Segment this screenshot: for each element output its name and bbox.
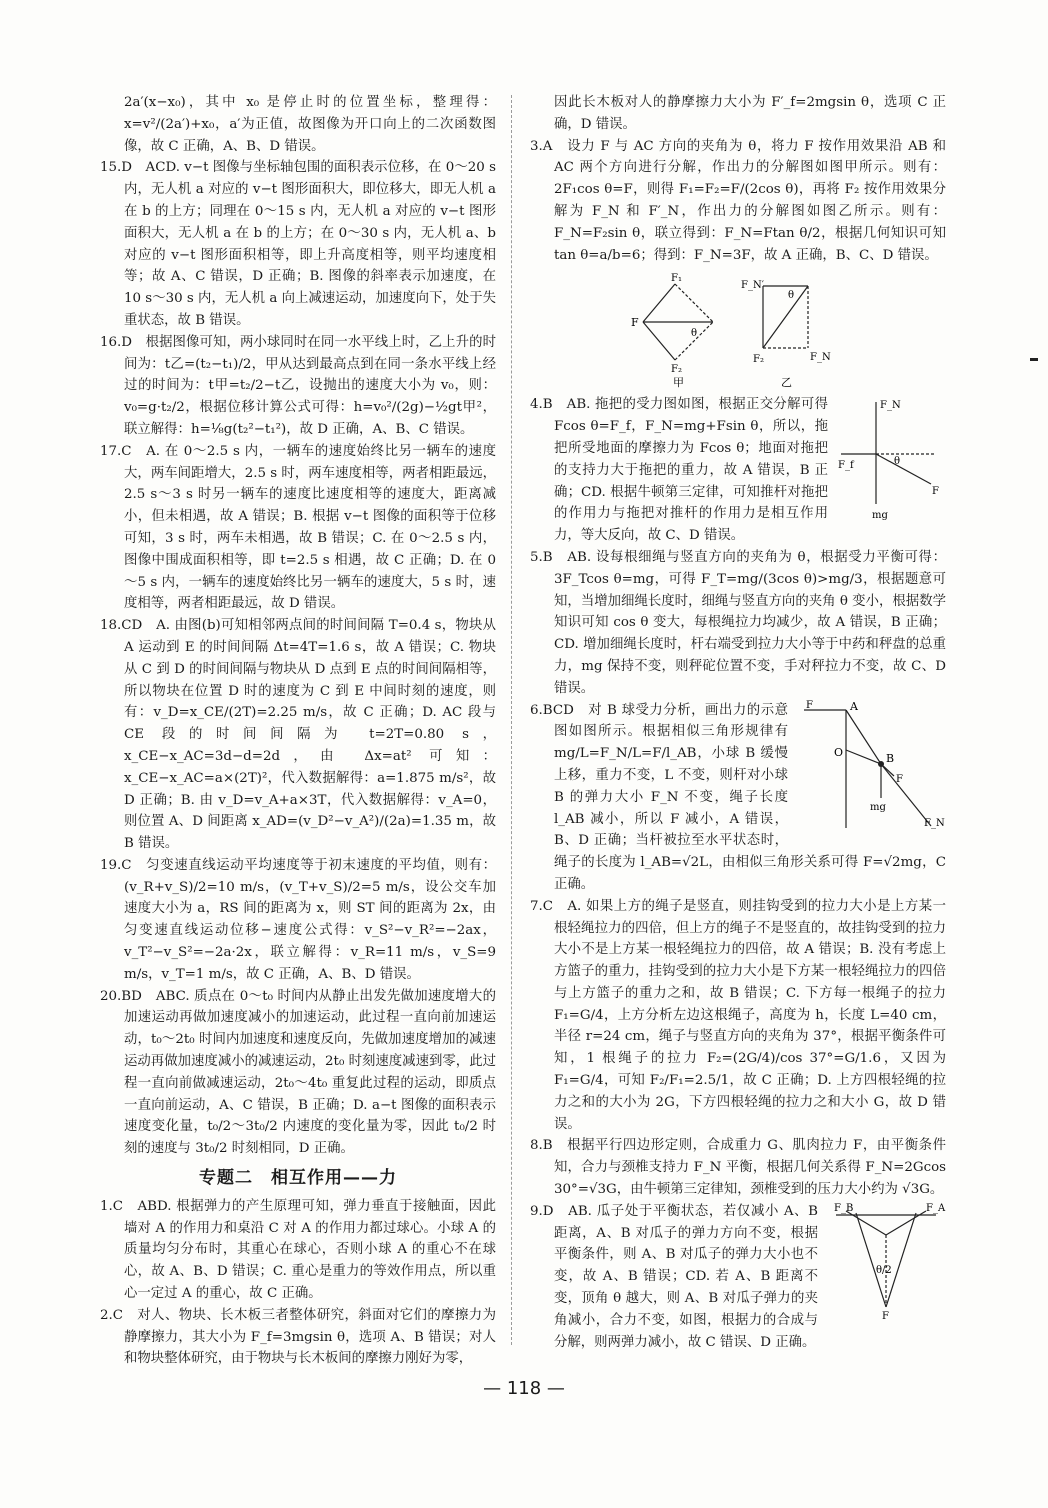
label-f: F <box>932 486 939 498</box>
label-o: O <box>834 745 844 759</box>
answer-19: 19.C 匀变速直线运动平均速度等于初末速度的平均值，则有：(v_R+v_S)/2=10 m/s，(v_T+v_S)/2=5 m/s，设公交车加速度大小为 a，RS 间的距离为 x，则 ST 间的距离为 2x，由匀变速直线运动位移−速度公式得：v_S²−v_R²=−2ax，v_T²−v_S²=−2a·2x，联立解得：v_R=11 m/s，v_S=9 m/s，v_T=1 m/s，故 C 正确，A、B、D 错误。 <box>100 857 496 982</box>
answer-16: 16.D 根据图像可知，两小球同时在同一水平线上时，乙上升的时间为：t乙=(t₂−t₁)/2，甲从达到最高点到在同一条水平线上经过的时间为：t甲=t₂/2−t乙，设抛出的速度大小为 v₀，则：v₀=g·t₂/2，根据位移计算公式可得：h=v₀²/(2g)−½gt甲²，联立解得：h=⅛g(t₂²−t₁²)，故 D 正确，A、B、C 错误。 <box>100 334 496 437</box>
section-title: 专题二 相互作用——力 <box>199 1168 397 1189</box>
label-fb: F_B <box>834 1202 854 1214</box>
answer-2-5: 5.B AB. 设每根细绳与竖直方向的夹角为 θ，根据受力平衡可得：3F_Tcos θ=mg，可得 F_T=mg/(3cos θ)>mg/3，根据题意可知，当增加细绳长度时，细绳与竖直方向的夹角 θ 变小，根据数学知识可知 cos θ 变大，每根绳拉力均减少，故 A 错误，B 正确；CD. 增加细绳长度时，杆右端受到拉力大小等于中药和秤盘的总重力，mg 保持不变，则秤砣位置不变，手对秤拉力不变，故 C、D 错误。 <box>530 549 946 696</box>
label-a: A <box>850 699 858 713</box>
answer-2-3: 3.A 设力 F 与 AC 方向的夹角为 θ，将力 F 按作用效果沿 AB 和 AC 两个方向进行分解，作出力的分解图如图甲所示。则有：2F₁cos θ=F，则得 F₁=F₂=F/(2cos θ)，再将 F₂ 按作用效果分解为 F_N 和 F′_N，作出力的分解图如图乙所示。则有：F_N=F₂sin θ，联立得到：F_N=Ftan θ/2，根据几何知识可知 tan θ=a/b=6；得到：F_N=3F，故 A 正确，B、C、D 错误。 <box>530 138 946 263</box>
margin-mark <box>1030 358 1038 361</box>
answer-15: 15.D ACD. v−t 图像与坐标轴包围的面积表示位移，在 0～20 s 内，无人机 a 对应的 v−t 图形面积大，即位移大，即无人机 a 在 b 的上方；同理在 0～15 s 内，无人机 a 对应的 v−t 图形面积大，无人机 a 在 b 的上方；在 0～30 s 内，无人机 a、b 对应的 v−t 图形面积相等，即上升高度相等，则平均速度相等；故 A、C 错误，D 正确；B. 图像的斜率表示加速度，在 10 s～30 s 内，无人机 a 向上减速运动，加速度向下，处于失重状态，故 B 错误。 <box>100 160 496 328</box>
label-fa: F_A <box>926 1202 946 1214</box>
label-fn: F_N <box>810 352 831 364</box>
answer-2-8: 8.B 根据平行四边形定则，合成重力 G、肌肉拉力 F，由平衡条件知，合力与颈椎支持力 F_N 平衡，根据几何关系得 F_N=2Gcos 30°=√3G，由牛顿第三定律知，颈椎受到的压力大小约为 √3G。 <box>530 1138 946 1198</box>
label-mg: mg <box>870 801 886 813</box>
label-f2: F₂ <box>671 364 682 376</box>
label-f: F <box>631 316 639 330</box>
answer-20: 20.BD ABC. 质点在 0～t₀ 时间内从静止出发先做加速度增大的加速运动再做加速度减小的加速运动，此过程一直向前加速运动，t₀～2t₀ 时间内加速度和速度反向，先做加速度增加的减速运动再做加速度减小的减速运动，2t₀ 时刻速度减速到零，此过程一直向前做减速运动，2t₀～4t₀ 重复此过程的运动，即质点一直向前运动，A、C 错误，B 正确；D. a−t 图像的面积表示速度变化量，t₀/2～3t₀/2 内速度的变化量为零，因此 t₀/2 时刻的速度与 3t₀/2 时刻相同，D 正确。 <box>100 988 496 1157</box>
answer-2-1: 1.C ABD. 根据弹力的产生原理可知，弹力垂直于接触面，因此墙对 A 的作用力和桌沿 C 对 A 的作用力都过球心。小球 A 的质量均匀分布时，其重心在球心，否则小球 A 的重心不在球心，故 A、B、D 错误；C. 重心是重力的等效作用点，所以重心一定过 A 的重心，故 C 正确。 <box>100 1198 496 1302</box>
seed-force-figure <box>826 1201 946 1319</box>
answer-2-4: 4.B AB. 拖把的受力图如图，根据正交分解可得 Fcos θ=F_f，F_N=mg+Fsin θ，所以，拖把所受地面的摩擦力为 Fcos θ；地面对拖把的支持力大于拖把的重力，故 A 错误，B 正确；CD. 根据牛顿第三定律，可知推杆对拖把的作用力与拖把对推杆的作用力是相互作用力，等大反向，故 C、D 错误。 <box>530 397 828 544</box>
answer-2-6: 6.BCD 对 B 球受力分析，画出力的示意图如图所示。根据相似三角形规律有 mg/L=F_N/L=F/l_AB，小球 B 缓慢上移，重力不变，L 不变，则杆对小球 B 的弹力大小 F_N 不变，绳子长度 l_AB 减小，所以 F 减小，A 错误，B、D 正确；当杆被拉至水平状态时，绳子的长度为 l_AB=√2L，由相似三角形关系可得 F=√2mg，C 正确。 <box>530 702 946 892</box>
label-mg: mg <box>872 510 888 522</box>
label-theta: θ <box>894 456 901 468</box>
label-f: F <box>896 773 903 785</box>
page-number: — 118 — <box>483 1378 565 1399</box>
label-theta-2: θ <box>788 290 795 302</box>
label-jia: 甲 <box>673 376 684 390</box>
label-fn: F_N <box>924 817 945 829</box>
mop-force-figure <box>836 394 946 524</box>
answer-18: 18.CD A. 由图(b)可知相邻两点间的时间间隔 T=0.4 s，物块从 A 运动到 E 的时间间隔 Δt=4T=1.6 s，故 A 错误；C. 物块从 C 到 D 的时间间隔与物块从 D 点到 E 点的时间间隔相等，所以物块在位置 D 时的速度为 C 到 E 中间时刻的速度，则有：v_D=x_CE/(2T)=2.25 m/s，故 C 正确；D. AC 段与 CE 段的时间间隔为 t=2T=0.80 s，x_CE−x_AC=3d−d=2d，由 Δx=at² 可知：x_CE−x_AC=a×(2T)²，代入数据解得：a=1.875 m/s²，故 D 正确；B. 由 v_D=v_A+a×3T，代入数据解得：v_A=0，则位置 A、D 间距离 x_AD=(v_D²−v_A²)/(2a)=1.35 m，故 B 错误。 <box>100 618 496 852</box>
label-b: B <box>886 751 895 765</box>
column-divider <box>511 95 512 1345</box>
answer-2-7: 7.C A. 如果上方的绳子是竖直，则挂钩受到的拉力大小是上方某一根轻绳拉力的四倍，但上方的绳子不是竖直的，故挂钩受到的拉力大小不是上方某一根轻绳拉力的四倍，故 A 错误；B. 没有考虑上方篮子的重力，挂钩受到的拉力大小是下方某一根轻绳拉力的四倍与上方篮子的重力之和，故 B 错误；C. 下方每一根绳子的拉力 F₁=G/4，上方分析左边这根绳子，高度为 h，长度 L=40 cm，半径 r=24 cm，绳子与竖直方向的夹角为 37°，根据平衡条件可知，1 根绳子的拉力 F₂=(2G/4)/cos 37°=G/1.6，又因为 F₁=G/4，可知 F₂/F₁=2.5/1，故 C 正确；D. 上方四根轻绳的拉力之和的大小为 2G，下方四根轻绳的拉力之和大小 G，故 D 错误。 <box>530 898 947 1132</box>
label-half-theta: θ/2 <box>876 1264 892 1276</box>
label-f-top: F <box>806 699 813 711</box>
answer-14-continued: 2a′(x−x₀)，其中 x₀ 是停止时的位置坐标，整理得：x=v²/(2a′)+x₀，a′为正值，故图像为开口向上的二次函数图像，故 C 正确，A、B、D 错误。 <box>124 95 496 154</box>
label-fn-prime: F_N′ <box>741 280 764 292</box>
label-yi: 乙 <box>781 376 792 390</box>
label-f1: F₁ <box>671 273 682 285</box>
ball-b <box>878 761 884 767</box>
label-ff: F_f <box>838 460 854 472</box>
force-decomposition-figure <box>613 270 863 390</box>
label-f: F <box>882 1310 889 1319</box>
label-f2-b: F₂ <box>753 354 764 366</box>
ball-rod-figure <box>796 700 946 830</box>
label-fn: F_N <box>880 400 901 412</box>
answer-2-2-continued: 因此长木板对人的静摩擦力大小为 F′_f=2mgsin θ，选项 C 正确，D 错误。 <box>554 95 946 132</box>
answer-2-9: 9.D AB. 瓜子处于平衡状态，若仅减小 A、B 距离，A、B 对瓜子的弹力方向不变，根据平衡条件，则 A、B 对瓜子的弹力大小也不变，故 A、B 错误；CD. 若 A、B 距离不变，顶角 θ 越大，则 A、B 对瓜子弹力的夹角减小，合力不变，如图，根据力的合成与分解，则两弹力减小，故 C 错误、D 正确。 <box>530 1203 818 1350</box>
right-column <box>530 92 946 1353</box>
left-column <box>100 92 496 1370</box>
answer-17: 17.C A. 在 0～2.5 s 内，一辆车的速度始终比另一辆车的速度大，两车间距增大，2.5 s 时，两车速度相等，两者相距最远，2.5 s～3 s 时另一辆车的速度比速度相等的速度大，距离减小，但未相遇，故 A 错误；B. 根据 v−t 图像的面积等于位移可知，3 s 时，两车未相遇，故 B 错误；C. 在 0～2.5 s 内，图像中围成面积相等，即 t=2.5 s 相遇，故 C 正确；D. 在 0～5 s 内，一辆车的速度始终比另一辆车的速度大，5 s 时，速度相等，两者相距最远，故 D 错误。 <box>100 443 496 612</box>
answer-2-2: 2.C 对人、物块、长木板三者整体研究，斜面对它们的摩擦力为静摩擦力，其大小为 F_f=3mgsin θ，选项 A、B 错误；对人和物块整体研究，由于物块与长木板间的摩擦力刚好为零， <box>100 1307 496 1367</box>
label-theta: θ <box>691 328 698 340</box>
